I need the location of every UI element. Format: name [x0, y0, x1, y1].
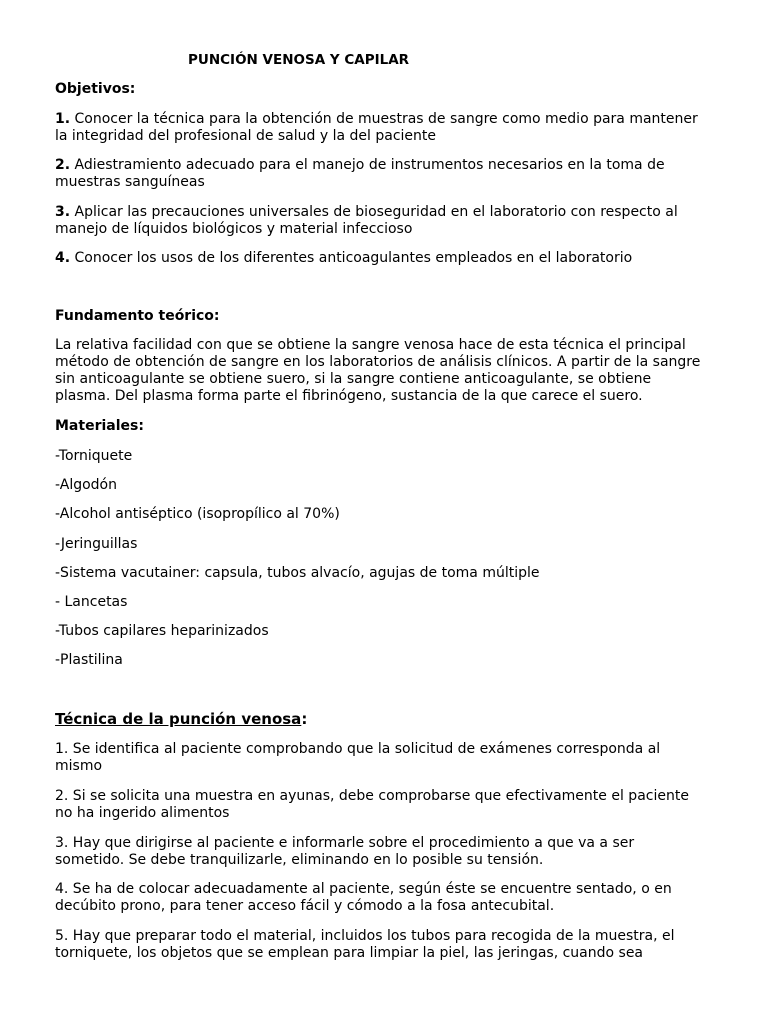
tecnica-step — [55, 741, 725, 775]
objetivo-text: la integridad del profesional de salud y la del paciente — [55, 128, 437, 144]
tecnica-step — [55, 788, 725, 822]
material-item: -Alcohol antiséptico (isopropílico al 70%) — [55, 506, 340, 522]
objetivo-text: manejo de líquidos biológicos y material infeccioso — [55, 221, 413, 237]
objetivo-item — [55, 250, 725, 267]
material-item: - Lancetas — [55, 594, 128, 610]
objetivo-item — [55, 111, 725, 145]
material-item: -Algodón — [55, 477, 117, 493]
objetivo-number: 3. — [55, 204, 71, 220]
tecnica-step — [55, 928, 725, 962]
paragraph-line: método de obtención de sangre en los laboratorios de análisis clínicos. A partir de la sangre — [55, 354, 701, 370]
paragraph-line: La relativa facilidad con que se obtiene la sangre venosa hace de esta técnica el principal — [55, 337, 686, 353]
material-item: -Plastilina — [55, 652, 123, 668]
objetivo-number: 1. — [55, 111, 71, 127]
material-item: -Torniquete — [55, 448, 133, 464]
objetivos-heading: Objetivos: — [55, 81, 136, 97]
step-line: 2. Si se solicita una muestra en ayunas, debe comprobarse que efectivamente el paciente — [55, 788, 689, 804]
step-line: 3. Hay que dirigirse al paciente e informarle sobre el procedimiento a que va a ser — [55, 835, 635, 851]
tecnica-step — [55, 835, 725, 869]
step-line: sometido. Se debe tranquilizarle, eliminando en lo posible su tensión. — [55, 852, 544, 868]
tecnica-heading-text: Técnica de la punción venosa — [55, 710, 302, 728]
objetivo-text: Adiestramiento adecuado para el manejo de instrumentos necesarios en la toma de — [74, 157, 665, 173]
step-line: 1. Se identifica al paciente comprobando que la solicitud de exámenes corresponda al — [55, 741, 661, 757]
objetivo-text: Conocer la técnica para la obtención de muestras de sangre como medio para mantener — [74, 111, 698, 127]
step-line: no ha ingerido alimentos — [55, 805, 230, 821]
tecnica-step — [55, 881, 725, 915]
step-line: torniquete, los objetos que se emplean para limpiar la piel, las jeringas, cuando sea — [55, 945, 644, 961]
material-item: -Tubos capilares heparinizados — [55, 623, 269, 639]
materiales-heading: Materiales: — [55, 418, 144, 434]
paragraph-line: sin anticoagulante se obtiene suero, si la sangre contiene anticoagulante, se obtiene — [55, 371, 652, 387]
objetivo-text: muestras sanguíneas — [55, 174, 205, 190]
step-line: 5. Hay que preparar todo el material, incluidos los tubos para recogida de la muestra, el — [55, 928, 675, 944]
tecnica-heading — [55, 711, 725, 728]
step-line: mismo — [55, 758, 103, 774]
step-line: 4. Se ha de colocar adecuadamente al paciente, según éste se encuentre sentado, o en — [55, 881, 672, 897]
material-item: -Jeringuillas — [55, 536, 138, 552]
objetivo-number: 4. — [55, 250, 71, 266]
paragraph-line: plasma. Del plasma forma parte el fibrinógeno, sustancia de la que carece el suero. — [55, 388, 643, 404]
objetivo-item — [55, 204, 725, 238]
objetivo-number: 2. — [55, 157, 71, 173]
material-item: -Sistema vacutainer: capsula, tubos alvacío, agujas de toma múltiple — [55, 565, 540, 581]
fundamento-paragraph — [55, 337, 725, 405]
objetivo-text: Conocer los usos de los diferentes anticoagulantes empleados en el laboratorio — [74, 250, 633, 266]
fundamento-heading: Fundamento teórico: — [55, 308, 220, 324]
tecnica-heading-colon: : — [301, 710, 308, 728]
objetivo-item — [55, 157, 725, 191]
document-title: PUNCIÓN VENOSA Y CAPILAR — [188, 52, 410, 68]
step-line: decúbito prono, para tener acceso fácil y cómodo a la fosa antecubital. — [55, 898, 555, 914]
objetivo-text: Aplicar las precauciones universales de bioseguridad en el laboratorio con respecto al — [74, 204, 678, 220]
